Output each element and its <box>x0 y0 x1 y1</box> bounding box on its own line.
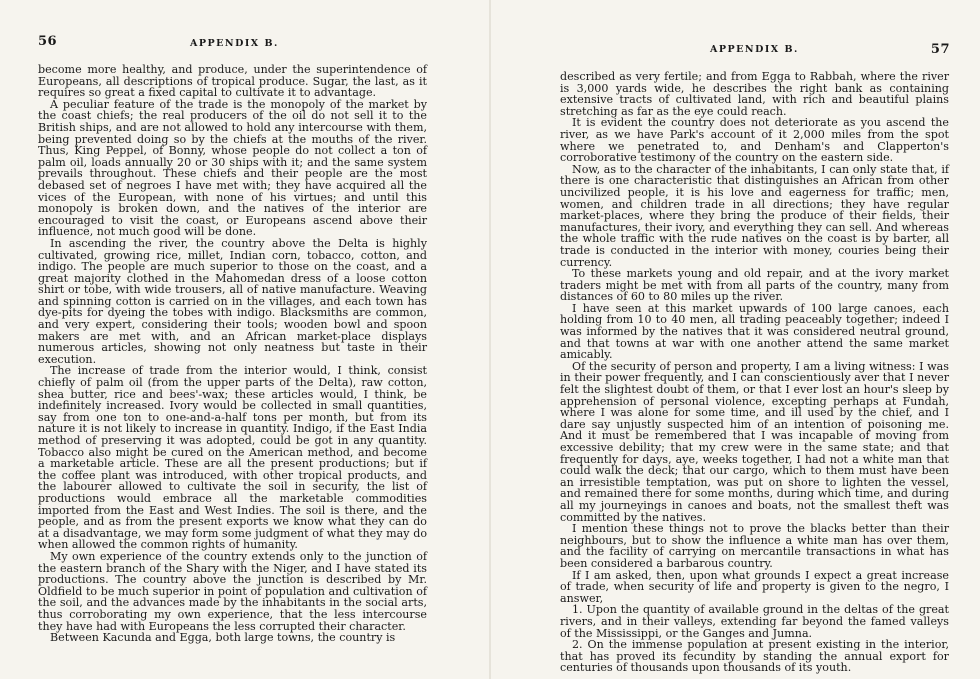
paragraph: 2. On the immense population at present existing in the interior, that has proved its fecundity by standing the annual export for centuries of thousands upon thousands of its youth. <box>560 638 949 675</box>
paragraph: I mention these things not to prove the blacks better than their neighbours, but to show the influence a white man has over them, and the facility of carrying on mercantile transactions in what has been considered a barbarous country. <box>560 522 949 570</box>
page-number: 56 <box>38 34 58 49</box>
paragraph: Between Kacunda and Egga, both large towns, the country is <box>50 631 396 645</box>
right-page <box>490 0 980 679</box>
paragraph: 1. Upon the quantity of available ground in the deltas of the great rivers, and in their valleys, extending far beyond the famed valleys of the Mississippi, or the Ganges and Jumna. <box>560 603 949 640</box>
paragraph: Of the security of person and property, I am a living witness: I was in their power frequently, and I can conscientiously aver that I never felt the slightest doubt of them, or that I ever lost an hour's sleep by apprehension of personal violence, excepting perhaps at Fundah, where I was alone for some time, and ill used by the chief, and I dare say unjustly suspected him of an intention of poisoning me. And it must be remembered that I was incapable of moving from excessive debility; that my crew were in the same state; and that frequently for days, aye, weeks together, I had not a white man that could walk the deck; that our cargo, which to them must have been an irresistible temptation, was put on shore to lighten the vessel, and remained there for some months, during which time, and during all my journeyings in canoes and boats, not the smallest theft was committed by the natives. <box>560 359 949 524</box>
left-page-body <box>38 64 427 644</box>
right-page-header <box>560 36 950 57</box>
paragraph: described as very fertile; and from Egga to Rabbah, where the river is 3,000 yards wide, he describes the right bank as containing extensive tracts of cultivated land, with rich and beautiful plains stretching as far as the eye could reach. <box>560 70 949 118</box>
page-number: 57 <box>930 42 950 57</box>
paragraph: My own experience of the country extends only to the junction of the eastern branch of the Shary with the Niger, and I have stated its productions. The country above the junction is described by Mr. Oldfield to be much superior in point of population and cultivation of the soil, and the advances made by the inhabitants in the social arts, thus corroborating my own experience, that the less intercourse they have had with Europeans the less corrupted their character. <box>38 549 427 633</box>
running-head: APPENDIX B. <box>190 38 279 49</box>
paragraph: To these markets young and old repair, and at the ivory market traders might be met with from all parts of the country, many from distances of 60 to 80 miles up the river. <box>560 267 949 304</box>
paragraph: A peculiar feature of the trade is the monopoly of the market by the coast chiefs; the real producers of the oil do not sell it to the British ships, and are not allowed to hold any intercourse with them, being prevented doing so by the chiefs at the mouths of the river. Thus, King Peppel, of Bonny, whose people do not collect a ton of palm oil, loads annually 20 or 30 ships with it; and the same system prevails throughout. These chiefs and their people are the most debased set of negroes I have met with; they have acquired all the vices of the European, with none of his virtues; and until this monopoly is broken down, and the natives of the interior are encouraged to visit the coast, or Europeans ascend above their influence, not much good will be done. <box>38 97 427 239</box>
paragraph: The increase of trade from the interior would, I think, consist chiefly of palm oil (from the upper parts of the Delta), raw cotton, shea butter, rice and bees'-wax; these articles would, I think, be indefinitely increased. Ivory would be collected in small quantities, say from one ton to one-and-a-half tons per month, but from its nature it is not likely to increase in quantity. Indigo, if the East India method of preserving it was adopted, could be got in any quantity. Tobacco also might be cured on the American method, and become a marketable article. These are all the present productions; but if the coffee plant was introduced, with other tropical products, and the labourer allowed to cultivate the soil in security, the list of productions would embrace all the marketable commodities imported from the East and West Indies. The soil is there, and the people, and as from the present exports we know what they can do at a disadvantage, we may form some judgment of what they may do when allowed the common rights of humanity. <box>38 364 427 552</box>
running-head: APPENDIX B. <box>710 44 799 55</box>
paragraph: become more healthy, and produce, under the superintendence of Europeans, all descriptions of tropical produce. Sugar, the last, as it requires so great a fixed capital to cultivate it to advantage. <box>38 63 427 100</box>
paragraph: I have seen at this market upwards of 100 large canoes, each holding from 10 to 40 men, all trading peaceably together; indeed I was informed by the natives that it was considered neutral ground, and that towns at war with one another attend the same market amicably. <box>560 301 949 362</box>
paragraph: It is evident the country does not deteriorate as you ascend the river, as we have Park's account of it 2,000 miles from the spot where we penetrated to, and Denham's and Clapperton's corroborative testimony of the country on the eastern side. <box>560 116 949 165</box>
paragraph: Now, as to the character of the inhabitants, I can only state that, if there is one characteristic that distinguishes an African from other uncivilized people, it is his love and eagerness for traffic; men, women, and children trade in all directions; they have regular market-places, where they bring the produce of their fields, their manufactures, their ivory, and everything they can sell. And whereas the whole traffic with the rude natives on the coast is by barter, all trade is conducted in the interior with money, couries being their currency. <box>560 162 949 269</box>
paragraph: In ascending the river, the country above the Delta is highly cultivated, growing rice, millet, Indian corn, tobacco, cotton, and indigo. The people are much superior to those on the coast, and a great majority clothed in the Mahomedan dress of a loose cotton shirt or tobe, with wide trousers, all of native manufacture. Weaving and spinning cotton is carried on in the villages, and each town has dye-pits for dyeing the tobes with indigo. Blacksmiths are common, and very expert, considering their tools; wooden bowl and spoon makers are met with, and an African market-place displays numerous articles, showing not only neatness but taste in their execution. <box>38 236 427 366</box>
right-page-body <box>560 71 949 674</box>
paragraph: If I am asked, then, upon what grounds I expect a great increase of trade, when security of life and property is given to the negro, I answer, <box>560 568 949 605</box>
left-page-header <box>38 36 430 52</box>
